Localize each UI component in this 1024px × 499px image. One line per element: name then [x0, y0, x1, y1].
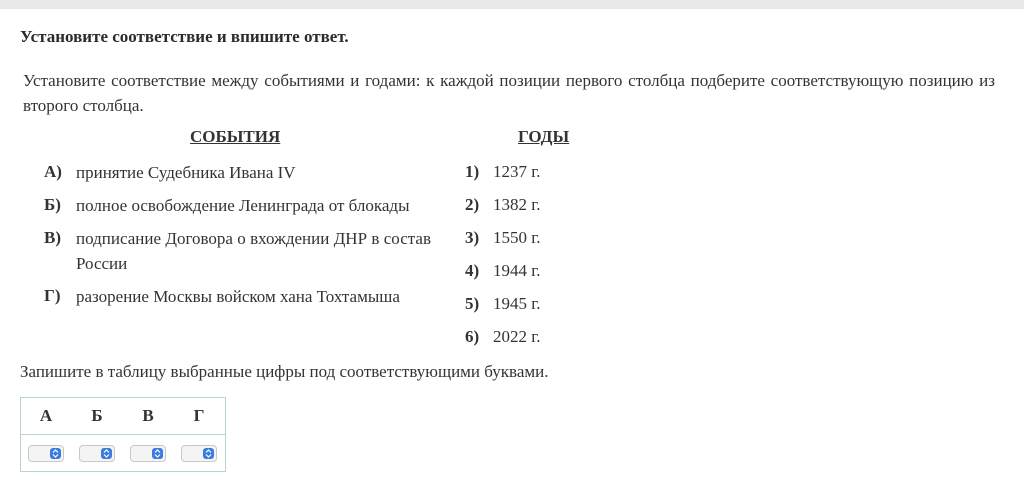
- updown-chevron-icon: [50, 448, 61, 459]
- answer-header-g: Г: [193, 406, 205, 425]
- year-number: 6): [465, 327, 480, 346]
- answer-table: [20, 397, 226, 472]
- year-text: 1550 г.: [493, 228, 541, 247]
- event-letter: Г): [44, 286, 61, 305]
- year-number: 1): [465, 162, 480, 181]
- task-instruction: Установите соответствие между событиями и годами: к каждой позиции первого столбца подберите соответствующую позицию из второго столбца.: [23, 71, 995, 115]
- event-text: подписание Договора о вхождении ДНР в состав России: [76, 229, 431, 273]
- task-heading: Установите соответствие и впишите ответ.: [20, 27, 349, 46]
- answer-header-v: В: [142, 406, 154, 425]
- event-text: разорение Москвы войском хана Тохтамыша: [76, 287, 400, 306]
- answer-prompt: Запишите в таблицу выбранные цифры под соответствующими буквами.: [20, 362, 549, 381]
- answer-select-b[interactable]: [79, 445, 115, 462]
- event-letter: Б): [44, 195, 61, 214]
- event-letter: А): [44, 162, 62, 181]
- updown-chevron-icon: [203, 448, 214, 459]
- years-column-header: ГОДЫ: [518, 127, 570, 146]
- top-bar: [0, 0, 1024, 9]
- year-text: 1944 г.: [493, 261, 541, 280]
- year-number: 3): [465, 228, 480, 247]
- year-number: 4): [465, 261, 480, 280]
- updown-chevron-icon: [152, 448, 163, 459]
- year-text: 1945 г.: [493, 294, 541, 313]
- event-text: принятие Судебника Ивана IV: [76, 163, 296, 182]
- answer-select-g[interactable]: [181, 445, 217, 462]
- year-text: 1237 г.: [493, 162, 541, 181]
- year-text: 1382 г.: [493, 195, 541, 214]
- year-text: 2022 г.: [493, 327, 541, 346]
- answer-select-a[interactable]: [28, 445, 64, 462]
- events-column-header: СОБЫТИЯ: [190, 127, 281, 146]
- answer-table-header-row: [21, 398, 225, 435]
- answer-header-a: А: [39, 406, 53, 425]
- year-number: 2): [465, 195, 480, 214]
- answer-select-v[interactable]: [130, 445, 166, 462]
- year-number: 5): [465, 294, 480, 313]
- updown-chevron-icon: [101, 448, 112, 459]
- answer-header-b: Б: [91, 406, 103, 425]
- event-text: полное освобождение Ленинграда от блокады: [76, 196, 410, 215]
- event-letter: В): [44, 228, 61, 247]
